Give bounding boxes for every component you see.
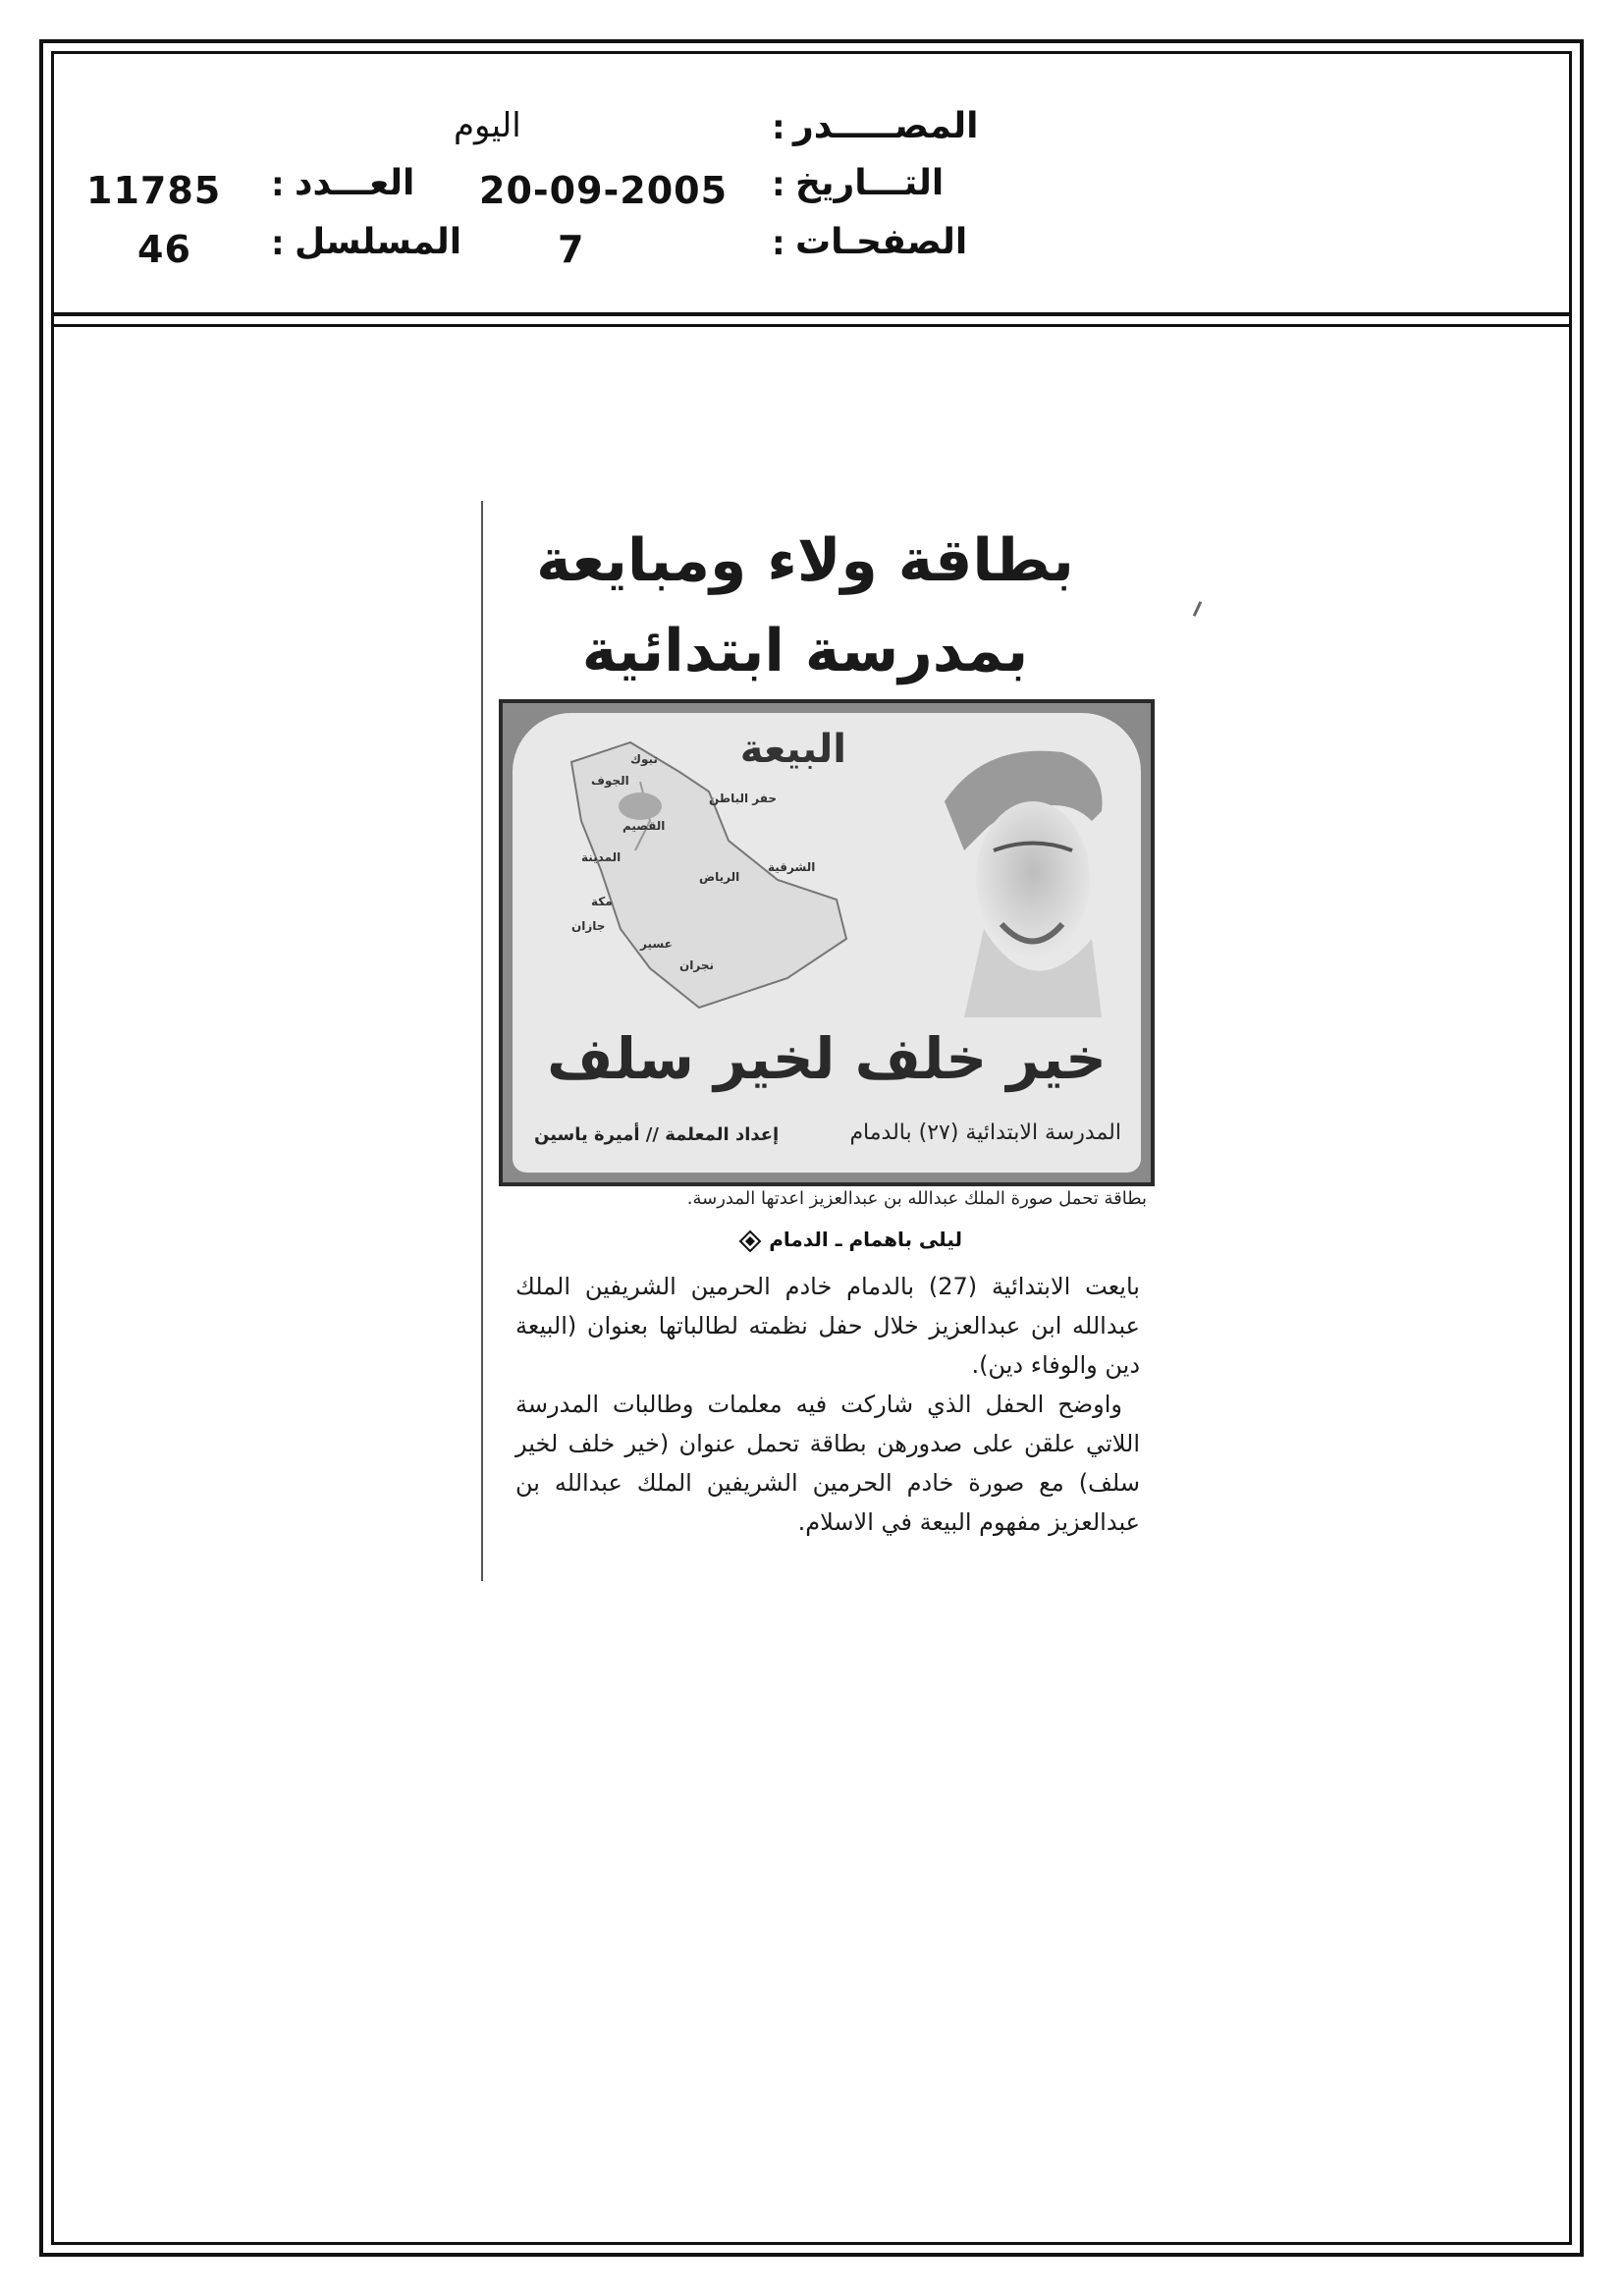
serial-value: 46 xyxy=(137,228,191,271)
card-title: البيعة xyxy=(739,727,846,772)
pages-value: 7 xyxy=(558,228,585,271)
map-city-label: الجوف xyxy=(591,774,629,788)
card-inner xyxy=(513,713,1141,1173)
map-city-label: عسير xyxy=(640,937,673,951)
byline-text: ليلى باهمام ـ الدمام xyxy=(769,1228,962,1251)
map-city-label: القصيم xyxy=(622,819,666,833)
map-city-label: المدينة xyxy=(581,850,622,864)
byline xyxy=(589,1228,962,1253)
map-city-label: جازان xyxy=(571,919,606,933)
headline-line-2: بمدرسة ابتدائية xyxy=(581,617,1029,685)
source-label: المصـــــدر xyxy=(793,106,979,146)
pages-label: الصفحـات xyxy=(795,222,968,262)
article-paragraph-1: بايعت الابتدائية (27) بالدمام خادم الحرمين الشريفين الملك عبدالله ابن عبدالعزيز خلال حفل نظمته لطالباتها بعنوان (البيعة دين والوفاء دين). xyxy=(515,1273,1140,1379)
header-divider xyxy=(51,312,1572,316)
article-body xyxy=(515,1267,1140,1542)
header-divider-second xyxy=(51,324,1572,327)
headline-line-1: بطاقة ولاء ومبايعة xyxy=(536,526,1074,595)
map-city-label: حفر الباطن xyxy=(709,792,778,805)
issue-label: العـــدد xyxy=(295,163,415,203)
allegiance-card-photo xyxy=(499,699,1155,1186)
date-label: التـــاريخ xyxy=(795,163,945,203)
card-school-name: المدرسة الابتدائية (٢٧) بالدمام xyxy=(849,1121,1121,1145)
photo-caption: بطاقة تحمل صورة الملك عبدالله بن عبدالعزيز اعدتها المدرسة. xyxy=(686,1188,1147,1209)
pages-colon: : xyxy=(772,224,785,263)
issue-value: 11785 xyxy=(86,169,222,212)
clipping-column-rule xyxy=(481,501,483,1581)
source-value: اليوم xyxy=(454,106,521,145)
map-city-label: نجران xyxy=(679,958,714,972)
serial-label: المسلسل xyxy=(295,222,462,262)
source-colon: : xyxy=(772,108,785,147)
article-paragraph-2: واوضح الحفل الذي شاركت فيه معلمات وطالبات المدرسة اللاتي علقن على صدورهن بطاقة تحمل عنوان (خير خلف لخير سلف) مع صورة خادم الحرمين الشريفين الملك عبدالله بن عبدالعزيز مفهوم البيعة في الاسلام. xyxy=(515,1391,1140,1536)
diamond-bullet-icon xyxy=(738,1230,762,1253)
serial-colon: : xyxy=(271,224,285,263)
map-city-label: تبوك xyxy=(630,752,658,766)
map-city-label: الرياض xyxy=(699,870,740,884)
date-value: 20-09-2005 xyxy=(479,169,729,212)
card-motto: خير خلف لخير سلف xyxy=(547,1025,1107,1092)
issue-colon: : xyxy=(271,165,285,204)
date-colon: : xyxy=(772,165,785,204)
map-city-label: مكة xyxy=(591,895,613,908)
map-city-label: الشرقية xyxy=(768,860,816,874)
king-portrait-image xyxy=(925,733,1111,1017)
card-prepared-by: إعداد المعلمة // أميرة ياسين xyxy=(534,1124,780,1145)
